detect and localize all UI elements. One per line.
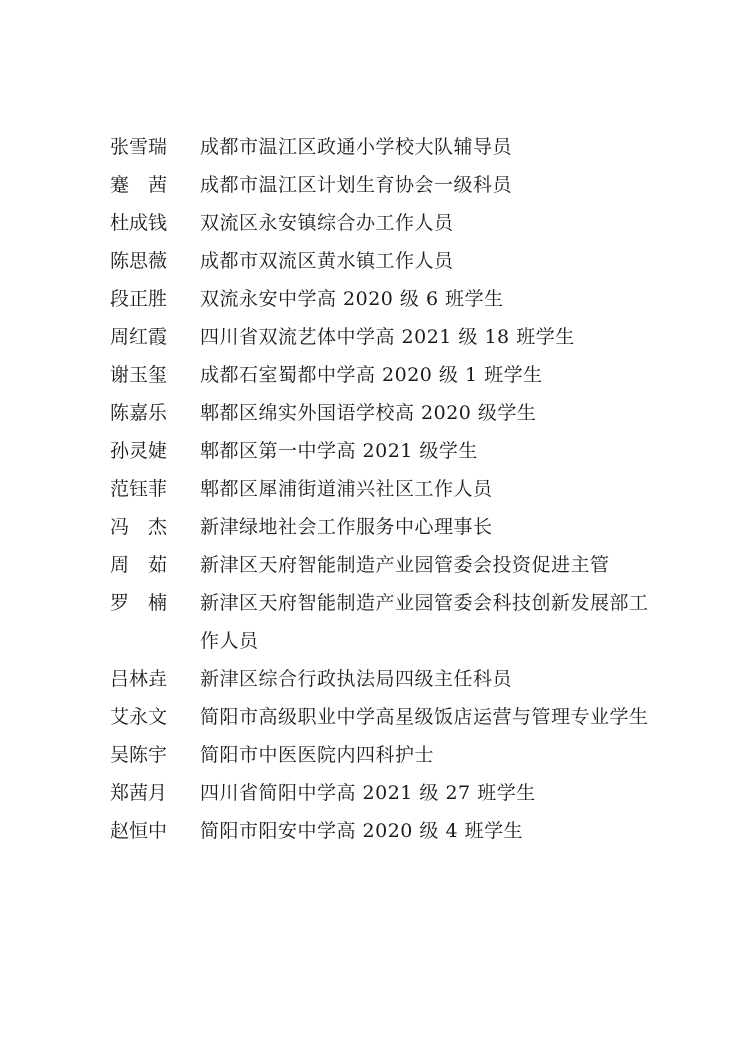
list-item [0,736,750,774]
person-description: 四川省双流艺体中学高 2021 级 18 班学生 [200,326,575,348]
list-item [0,584,750,660]
list-item [0,318,750,356]
person-name: 陈思薇 [110,250,168,272]
person-name: 周茹 [110,554,187,576]
person-name: 范钰菲 [110,478,168,500]
list-item [0,698,750,736]
person-description: 简阳市阳安中学高 2020 级 4 班学生 [200,820,524,842]
person-description: 郫都区第一中学高 2021 级学生 [200,440,478,462]
person-name: 谢玉玺 [110,364,168,386]
person-description: 双流区永安镇综合办工作人员 [200,212,454,234]
list-item [0,432,750,470]
person-name: 吴陈宇 [110,744,168,766]
list-item [0,546,750,584]
person-name: 段正胜 [110,288,168,310]
list-item [0,660,750,698]
list-item [0,470,750,508]
person-description: 四川省简阳中学高 2021 级 27 班学生 [200,782,536,804]
person-name: 罗楠 [110,592,187,614]
person-description: 郫都区犀浦街道浦兴社区工作人员 [200,478,493,500]
person-name: 陈嘉乐 [110,402,168,424]
person-description: 简阳市高级职业中学高星级饭店运营与管理专业学生 [200,706,649,728]
person-description: 成都市温江区政通小学校大队辅导员 [200,136,513,158]
person-name: 周红霞 [110,326,168,348]
person-name: 冯杰 [110,516,187,538]
person-description: 成都市双流区黄水镇工作人员 [200,250,454,272]
person-description: 新津区天府智能制造产业园管委会科技创新发展部工作人员 [200,592,649,652]
list-item [0,128,750,166]
person-description: 新津区天府智能制造产业园管委会投资促进主管 [200,554,610,576]
person-description: 简阳市中医医院内四科护士 [200,744,435,766]
person-description: 成都市温江区计划生育协会一级科员 [200,174,513,196]
person-name: 张雪瑞 [110,136,168,158]
person-name: 蹇茜 [110,174,187,196]
list-item [0,204,750,242]
list-item [0,242,750,280]
list-item [0,166,750,204]
list-item [0,394,750,432]
name-list [0,128,750,850]
person-name: 孙灵婕 [110,440,168,462]
list-item [0,774,750,812]
list-item [0,356,750,394]
person-name: 杜成钱 [110,212,168,234]
person-description: 郫都区绵实外国语学校高 2020 级学生 [200,402,537,424]
person-name: 吕林垚 [110,668,168,690]
list-item [0,812,750,850]
person-description: 新津绿地社会工作服务中心理事长 [200,516,493,538]
person-description: 新津区综合行政执法局四级主任科员 [200,668,513,690]
person-name: 赵恒中 [110,820,168,842]
person-description: 成都石室蜀都中学高 2020 级 1 班学生 [200,364,543,386]
list-item [0,508,750,546]
person-name: 艾永文 [110,706,168,728]
person-name: 郑茜月 [110,782,168,804]
person-description: 双流永安中学高 2020 级 6 班学生 [200,288,504,310]
list-item [0,280,750,318]
